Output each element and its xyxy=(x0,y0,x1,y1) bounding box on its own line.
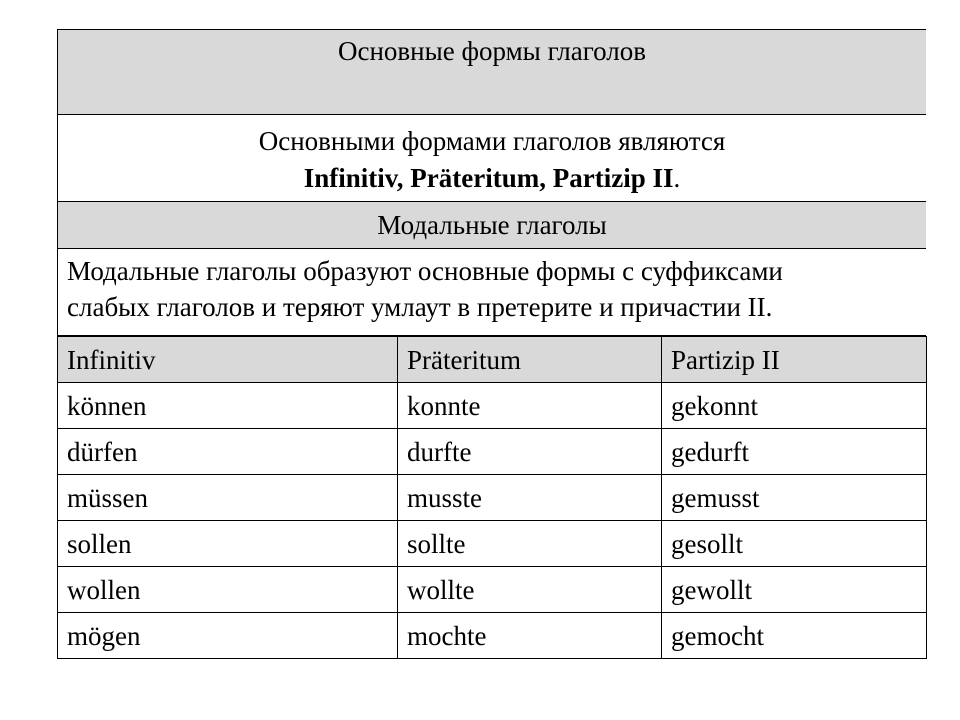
table-row xyxy=(58,383,927,429)
verb-forms-table xyxy=(57,336,927,659)
intro-block xyxy=(58,115,926,202)
cell-prateritum: durfte xyxy=(398,429,662,475)
cell-partizip: gemusst xyxy=(662,475,927,521)
section-title: Модальные глаголы xyxy=(58,202,926,249)
cell-infinitiv: können xyxy=(58,383,398,429)
cell-infinitiv: mögen xyxy=(58,613,398,659)
rule-block xyxy=(58,249,926,336)
cell-prateritum: wollte xyxy=(398,567,662,613)
verb-forms-sheet xyxy=(57,29,926,659)
cell-partizip: gedurft xyxy=(662,429,927,475)
rule-line-2: слабых глаголов и теряют умлаут в претерите и причастии II. xyxy=(67,292,773,322)
intro-forms: Infinitiv, Präteritum, Partizip II xyxy=(303,163,674,193)
cell-prateritum: sollte xyxy=(398,521,662,567)
intro-text: Основными формами глаголов являются xyxy=(258,126,726,156)
table-row xyxy=(58,429,927,475)
table-row xyxy=(58,567,927,613)
rule-line-1: Модальные глаголы образуют основные формы с суффиксами xyxy=(67,256,783,286)
table-header-row xyxy=(58,337,927,383)
page-title: Основные формы глаголов xyxy=(58,30,926,115)
cell-prateritum: mochte xyxy=(398,613,662,659)
cell-infinitiv: wollen xyxy=(58,567,398,613)
cell-infinitiv: müssen xyxy=(58,475,398,521)
column-header-infinitiv: Infinitiv xyxy=(58,337,398,383)
cell-partizip: gewollt xyxy=(662,567,927,613)
cell-infinitiv: dürfen xyxy=(58,429,398,475)
intro-period: . xyxy=(673,163,681,193)
cell-partizip: gesollt xyxy=(662,521,927,567)
column-header-prateritum: Präteritum xyxy=(398,337,662,383)
table-row xyxy=(58,521,927,567)
intro-forms-line xyxy=(58,160,926,197)
cell-partizip: gemocht xyxy=(662,613,927,659)
cell-prateritum: musste xyxy=(398,475,662,521)
column-header-partizip: Partizip II xyxy=(662,337,927,383)
cell-infinitiv: sollen xyxy=(58,521,398,567)
cell-partizip: gekonnt xyxy=(662,383,927,429)
cell-prateritum: konnte xyxy=(398,383,662,429)
table-row xyxy=(58,613,927,659)
table-row xyxy=(58,475,927,521)
